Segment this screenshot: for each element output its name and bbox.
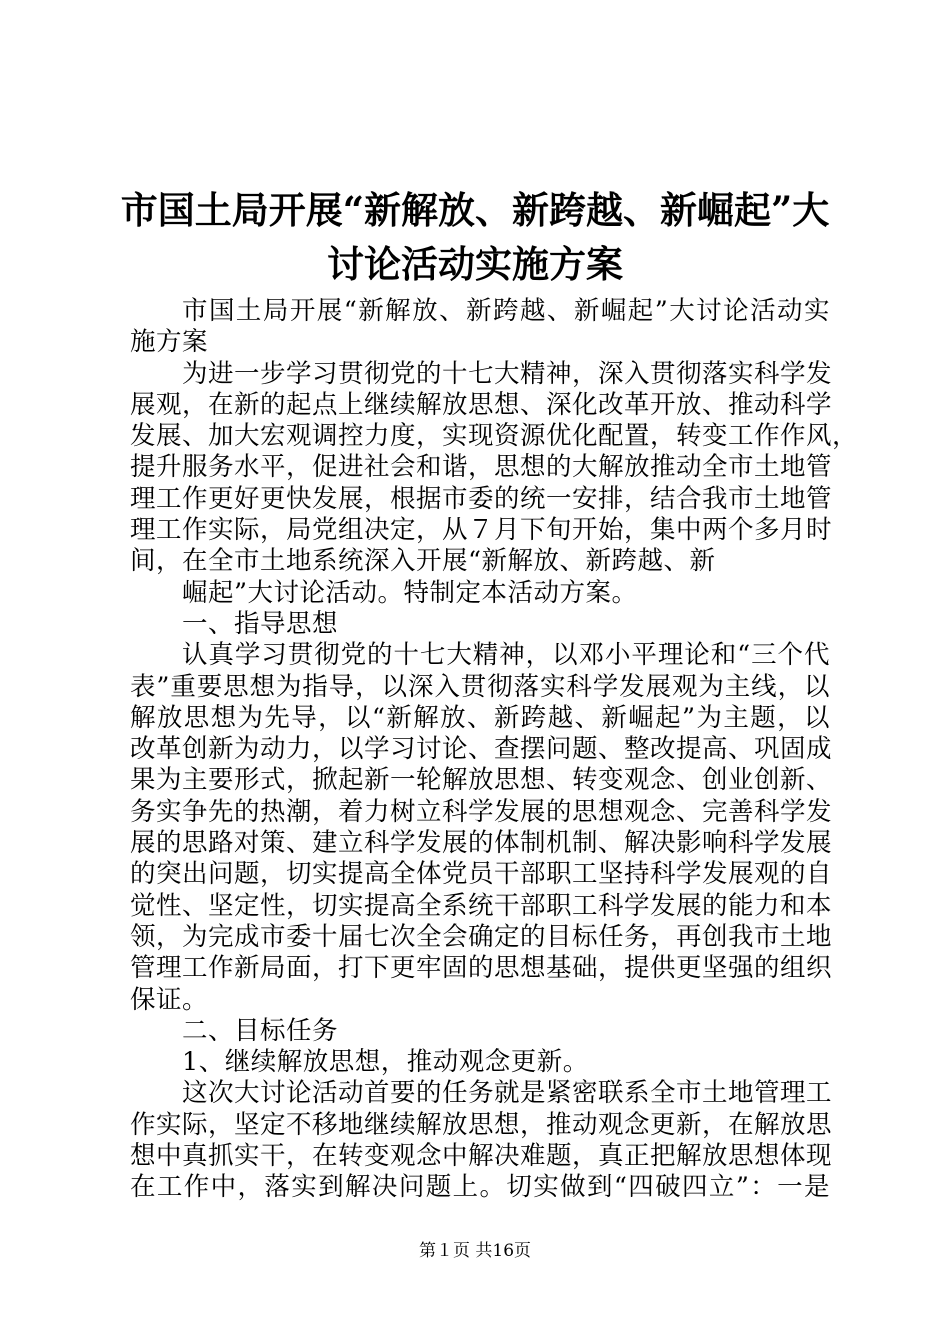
body-line: 展的思路对策、建立科学发展的体制机制、解决影响科学发展 [130, 828, 833, 859]
body-line: 保证。 [130, 984, 209, 1015]
body-line: 的突出问题，切实提高全体党员干部职工坚持科学发展观的自 [130, 859, 833, 890]
section-heading: 二、目标任务 [182, 1015, 339, 1046]
subsection-heading: 1、继续解放思想，推动观念更新。 [182, 1047, 589, 1078]
body-line: 觉性、坚定性，切实提高全系统干部职工科学发展的能力和本 [130, 890, 833, 921]
body-line: 管理工作新局面，打下更牢固的思想基础，提供更坚强的组织 [130, 953, 833, 984]
body-line: 解放思想为先导，以“新解放、新跨越、新崛起”为主题，以 [130, 702, 830, 733]
body-line: 这次大讨论活动首要的任务就是紧密联系全市土地管理工 [182, 1078, 833, 1109]
body-line: 提升服务水平，促进社会和谐，思想的大解放推动全市土地管 [130, 452, 833, 483]
document-title-line-2: 讨论活动实施方案 [327, 242, 623, 286]
body-line: 想中真抓实干，在转变观念中解决难题，真正把解放思想体现 [130, 1141, 833, 1172]
body-line: 作实际，坚定不移地继续解放思想，推动观念更新，在解放思 [130, 1109, 833, 1140]
body-line: 崛起”大讨论活动。特制定本活动方案。 [182, 577, 638, 608]
page-footer: 第１页 共16页 [418, 1241, 532, 1261]
body-line: 理工作实际，局党组决定，从７月下旬开始，集中两个多月时 [130, 515, 833, 546]
body-line: 在工作中，落实到解决问题上。切实做到“四破四立”：一是 [130, 1172, 830, 1203]
body-line: 间，在全市土地系统深入开展“新解放、新跨越、新 [130, 546, 716, 577]
body-line: 为进一步学习贯彻党的十七大精神，深入贯彻落实科学发 [182, 358, 833, 389]
body-line: 务实争先的热潮，着力树立科学发展的思想观念、完善科学发 [130, 796, 833, 827]
body-line: 改革创新为动力，以学习讨论、查摆问题、整改提高、巩固成 [130, 734, 833, 765]
body-line: 表”重要思想为指导，以深入贯彻落实科学发展观为主线，以 [130, 671, 830, 702]
body-line: 领，为完成市委十届七次全会确定的目标任务，再创我市土地 [130, 921, 833, 952]
body-line: 认真学习贯彻党的十七大精神，以邓小平理论和“三个代 [182, 640, 830, 671]
body-line: 施方案 [130, 327, 209, 358]
body-line: 展观，在新的起点上继续解放思想、深化改革开放、推动科学 [130, 389, 833, 420]
body-line: 果为主要形式，掀起新一轮解放思想、转变观念、创业创新、 [130, 765, 833, 796]
body-line: 理工作更好更快发展，根据市委的统一安排，结合我市土地管 [130, 483, 833, 514]
section-heading: 一、指导思想 [182, 608, 339, 639]
document-title-line-1: 市国土局开展“新解放、新跨越、新崛起”大 [120, 188, 830, 232]
body-line: 发展、加大宏观调控力度，实现资源优化配置，转变工作作风， [130, 421, 859, 452]
body-line: 市国土局开展“新解放、新跨越、新崛起”大讨论活动实 [182, 296, 830, 326]
document-body [130, 296, 859, 1204]
